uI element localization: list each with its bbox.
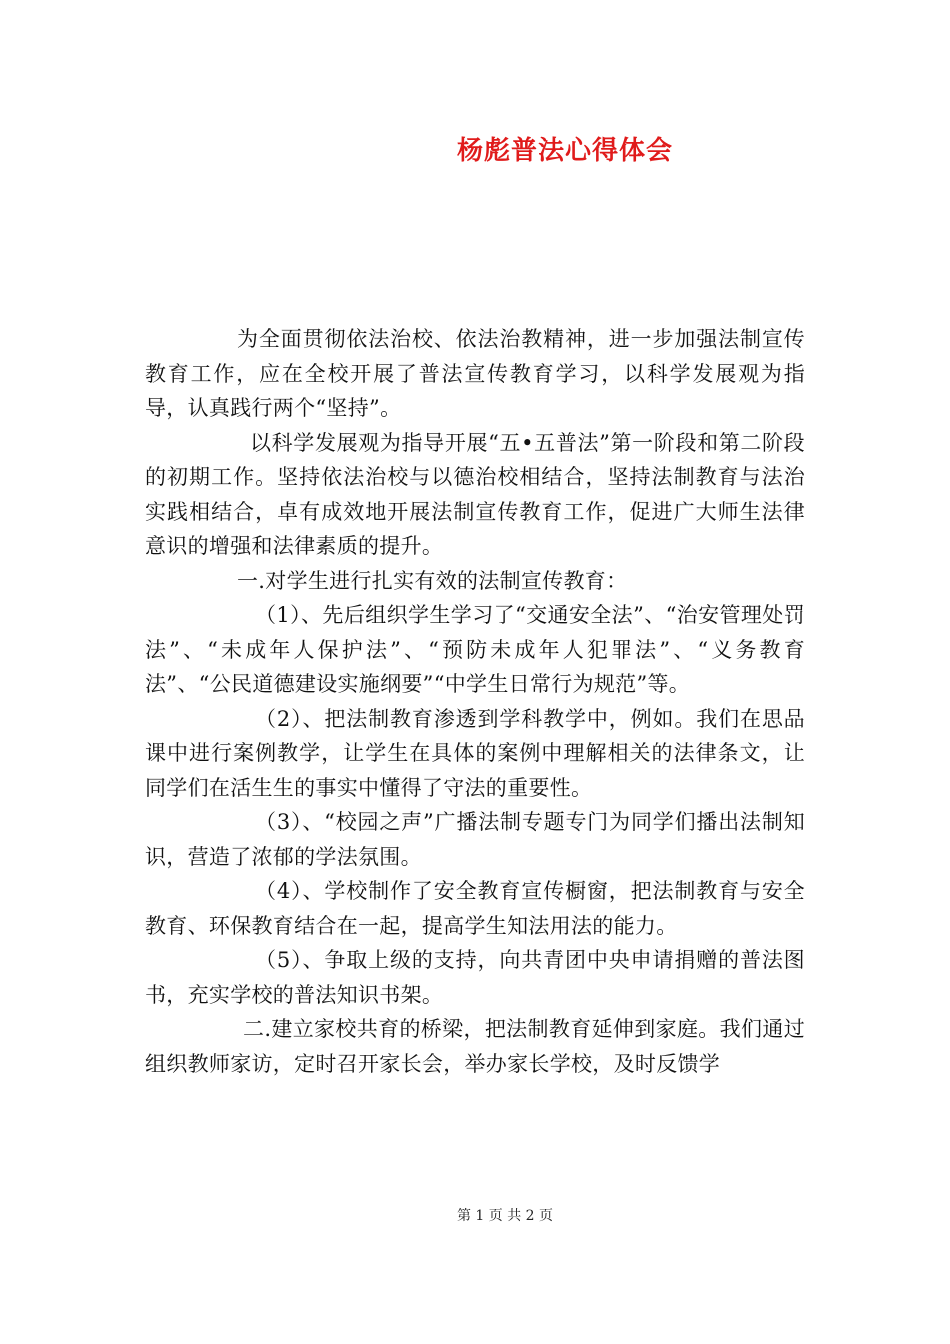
list-item-4: （4）、学校制作了安全教育宣传橱窗，把法制教育与安全教育、环保教育结合在一起，提高学生知法用法的能力。 — [145, 879, 805, 938]
list-item-5: （5）、争取上级的支持，向共青团中央申请捐赠的普法图书，充实学校的普法知识书架。 — [145, 948, 805, 1007]
section-heading-one: 一.对学生进行扎实有效的法制宣传教育： — [237, 568, 628, 593]
page-footer: 第 1 页 共 2 页 — [456, 1208, 554, 1224]
section-heading-two: 二.建立家校共育的桥梁，把法制教育延伸到家庭。我们通过组织教师家访，定时召开家长会，举办家长学校，及时反馈学 — [145, 1017, 805, 1076]
list-item-2: （2）、把法制教育渗透到学科教学中，例如。我们在思品课中进行案例教学，让学生在具体的案例中理解相关的法律条文，让同学们在活生生的事实中懂得了守法的重要性。 — [145, 706, 805, 800]
paragraph-intro: 为全面贯彻依法治校、依法治教精神，进一步加强法制宣传教育工作，应在全校开展了普法宣传教育学习，以科学发展观为指导，认真践行两个“坚持”。 — [145, 327, 805, 420]
list-item-3: （3）、“校园之声”广播法制专题专门为同学们播出法制知识，营造了浓郁的学法氛围。 — [145, 810, 805, 869]
document-title: 杨彪普法心得体会 — [456, 136, 673, 166]
list-item-1: （1）、先后组织学生学习了“交通安全法”、“治安管理处罚法”、“未成年人保护法”、“预防未成年人犯罪法”、“义务教育法”、“公民道德建设实施纲要”“中学生日常行为规范”等。 — [145, 603, 805, 696]
document-body — [145, 322, 805, 1081]
paragraph-guidance: 以科学发展观为指导开展“五•五普法”第一阶段和第二阶段的初期工作。坚持依法治校与以德治校相结合，坚持法制教育与法治实践相结合，卓有成效地开展法制宣传教育工作，促进广大师生法律意识的增强和法律素质的提升。 — [145, 430, 805, 558]
